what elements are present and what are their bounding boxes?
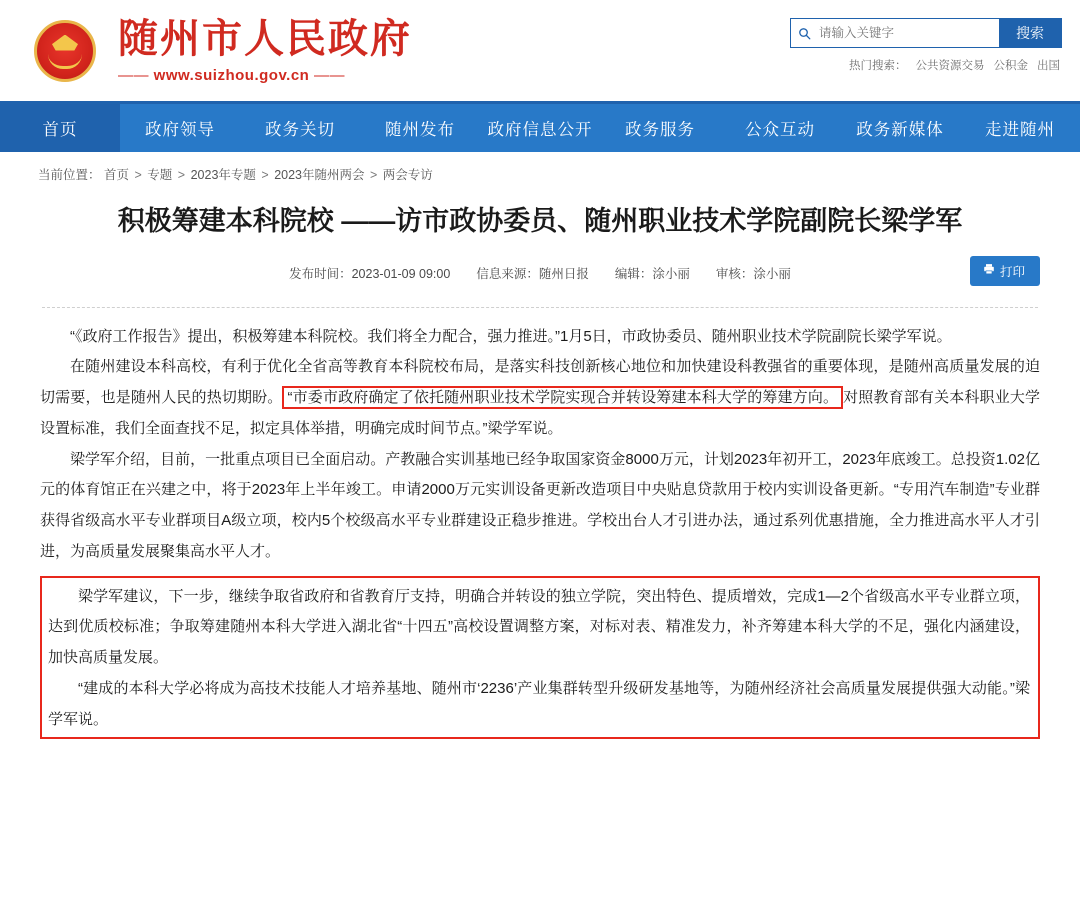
nav-item-information-disclosure[interactable]: 政府信息公开 bbox=[487, 121, 593, 139]
breadcrumb-sep-1: > bbox=[177, 168, 186, 182]
hot-search-label: 热门搜索： bbox=[849, 60, 907, 72]
hot-search-item-1[interactable]: 公积金 bbox=[993, 60, 1028, 72]
site-title: 随州市人民政府 bbox=[118, 16, 412, 61]
article-reviewer: 审核：涂小丽 bbox=[715, 266, 791, 281]
breadcrumb-sep-2: > bbox=[261, 168, 269, 182]
nav-item-government-services[interactable]: 政务服务 bbox=[625, 121, 695, 139]
article-source: 信息来源：随州日报 bbox=[476, 266, 589, 281]
page-title: 积极筹建本科院校 ——访市政协委员、随州职业技术学院副院长梁学军 bbox=[117, 206, 963, 236]
paragraph-2 bbox=[40, 352, 1040, 444]
hot-search-item-0[interactable]: 公共资源交易 bbox=[915, 60, 985, 72]
paragraph-3: 梁学军介绍，目前，一批重点项目已全面启动。产教融合实训基地已经争取国家资金8000万元，计划2023年初开工，2023年底竣工。总投资1.02亿元的体育馆正在兴建之中，将于2023年上半年竣工。申请2000万元实训设备更新改造项目中央贴息贷款用于校内实训设备更新。“专用汽车制造”专业群获得省级高水平专业群项目A级立项，校内5个校级高水平专业群建设正稳步推进。学校出台人才引进办法，通过系列优惠措施，全力推进高水平人才引进，为高质量发展聚集高水平人才。 bbox=[40, 450, 1040, 560]
search-box[interactable] bbox=[790, 18, 1062, 48]
breadcrumb-item-3[interactable]: 2023年随州两会 bbox=[274, 168, 365, 182]
nav-item-about-suizhou[interactable]: 走进随州 bbox=[985, 121, 1055, 139]
print-button[interactable] bbox=[970, 256, 1040, 286]
paragraph-2-text-b: 对照教育部有关本科职业大学设置标准，我们全面查找不足，拟定具体举措，明确完成时间节点。”梁学军说。 bbox=[40, 389, 1040, 437]
nav-item-public-interaction[interactable]: 公众互动 bbox=[745, 121, 815, 139]
paragraph-2-text-a: 在随州建设本科高校，有利于优化全省高等教育本科院校布局，是落实科技创新核心地位和加快建设科教强省的重要体现，是随州高质量发展的迫切需要，也是随州人民的热切期盼。 bbox=[40, 358, 1040, 406]
paragraph-4: 梁学军建议，下一步，继续争取省政府和省教育厅支持，明确合并转设的独立学院，突出特色、提质增效，完成1—2个省级高水平专业群立项，达到优质校标准；争取筹建随州本科大学进入湖北省“十四五”高校设置调整方案，对标对表、精准发力，补齐筹建本科大学的不足，强化内涵建设，加快高质量发展。 bbox=[48, 587, 1030, 666]
nav-item-government-concerns[interactable]: 政务关切 bbox=[265, 121, 335, 139]
printer-icon bbox=[983, 263, 995, 278]
publish-time: 发布时间：2023-01-09 09:00 bbox=[289, 266, 451, 281]
highlight-box-block bbox=[40, 576, 1040, 740]
site-domain-line bbox=[118, 68, 412, 83]
article bbox=[0, 193, 1080, 739]
print-button-label: 打印 bbox=[999, 264, 1025, 279]
site-title-block bbox=[118, 16, 412, 84]
article-editor: 编辑：涂小丽 bbox=[614, 266, 690, 281]
breadcrumb-sep-3: > bbox=[369, 168, 378, 182]
breadcrumb-item-4[interactable]: 两会专访 bbox=[382, 168, 433, 182]
site-header bbox=[0, 0, 1080, 104]
paragraph-1: “《政府工作报告》提出，积极筹建本科院校。我们将全力配合，强力推进。”1月5日，市政协委员、随州职业技术学院副院长梁学军说。 bbox=[70, 327, 952, 345]
search-button[interactable]: 搜索 bbox=[999, 19, 1061, 47]
highlight-box-inline: “市委市政府确定了依托随州职业技术学院实现合并转设筹建本科大学的筹建方向。 bbox=[282, 386, 843, 409]
nav-item-home[interactable]: 首页 bbox=[0, 104, 120, 152]
breadcrumb-item-2[interactable]: 2023年专题 bbox=[190, 168, 256, 182]
hot-search-row bbox=[790, 57, 1062, 73]
breadcrumb bbox=[0, 152, 1080, 193]
hot-search-item-2[interactable]: 出国 bbox=[1037, 60, 1060, 72]
article-meta bbox=[40, 260, 1040, 286]
main-nav bbox=[0, 104, 1080, 152]
national-emblem-icon bbox=[34, 20, 96, 82]
meta-divider bbox=[42, 307, 1038, 308]
dash-left: —— bbox=[118, 66, 149, 84]
paragraph-5: “建成的本科大学必将成为高技术技能人才培养基地、随州市‘2236’产业集群转型升级研发基地等，为随州经济社会高质量发展提供强大动能。”梁学军说。 bbox=[48, 679, 1030, 728]
article-body bbox=[40, 322, 1040, 740]
breadcrumb-label: 当前位置： bbox=[38, 168, 101, 182]
search-area bbox=[790, 18, 1062, 73]
breadcrumb-sep-0: > bbox=[134, 168, 142, 182]
dash-right: —— bbox=[314, 66, 346, 84]
site-domain: www.suizhou.gov.cn bbox=[153, 66, 310, 84]
breadcrumb-item-1[interactable]: 专题 bbox=[147, 168, 173, 182]
search-input[interactable] bbox=[817, 19, 999, 47]
nav-item-government-leaders[interactable]: 政府领导 bbox=[145, 121, 215, 139]
nav-item-suizhou-release[interactable]: 随州发布 bbox=[385, 121, 455, 139]
nav-item-new-media[interactable]: 政务新媒体 bbox=[856, 121, 944, 139]
breadcrumb-item-0[interactable]: 首页 bbox=[104, 168, 130, 182]
search-icon bbox=[791, 19, 817, 47]
